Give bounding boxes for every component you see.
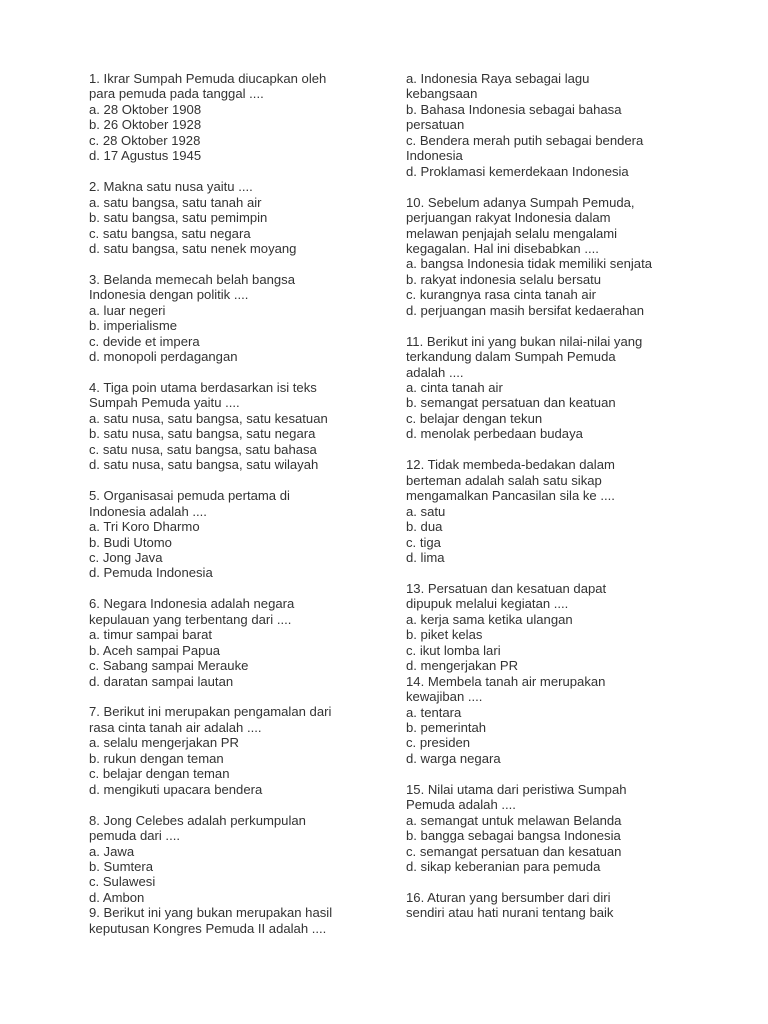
- text-line: berteman adalah salah satu sikap: [406, 472, 602, 488]
- option-line: a. satu: [406, 503, 446, 519]
- text-line: rasa cinta tanah air adalah ....: [89, 719, 262, 735]
- option-line: b. satu bangsa, satu pemimpin: [89, 210, 268, 226]
- blank-line: [406, 766, 706, 781]
- text-line: para pemuda pada tanggal ....: [89, 86, 264, 102]
- option-line: d. Proklamasi kemerdekaan Indonesia: [406, 163, 629, 179]
- option-line: a. Tri Koro Dharmo: [89, 519, 200, 535]
- question-line: 2. Makna satu nusa yaitu ....: [89, 179, 253, 195]
- option-line: a. Indonesia Raya sebagai lagu: [406, 71, 590, 86]
- option-line: c. Jong Java: [89, 549, 163, 565]
- option-line: d. Ambon: [89, 889, 145, 905]
- option-line: c. Bendera merah putih sebagai bendera: [406, 132, 644, 148]
- option-line: b. rakyat indonesia selalu bersatu: [406, 271, 602, 287]
- option-line: b. dua: [406, 519, 443, 535]
- option-line: a. selalu mengerjakan PR: [89, 735, 239, 751]
- text-line: keputusan Kongres Pemuda II adalah ....: [89, 920, 327, 936]
- option-line: d. daratan sampai lautan: [89, 673, 234, 689]
- option-line: a. tentara: [406, 704, 462, 720]
- left-column: [89, 71, 389, 936]
- option-line: c. Sabang sampai Merauke: [89, 658, 249, 674]
- option-line: d. perjuangan masih bersifat kedaerahan: [406, 302, 645, 318]
- blank-line: [406, 318, 706, 333]
- text-line: pemuda dari ....: [89, 828, 180, 844]
- option-line: c. presiden: [406, 735, 471, 751]
- question-line: 13. Persatuan dan kesatuan dapat: [406, 580, 607, 596]
- question-line: 1. Ikrar Sumpah Pemuda diucapkan oleh: [89, 71, 327, 86]
- question-line: 9. Berikut ini yang bukan merupakan hasil: [89, 905, 333, 921]
- text-line: Indonesia dengan politik ....: [89, 287, 249, 303]
- text-line: Pemuda adalah ....: [406, 797, 516, 813]
- option-line: b. pemerintah: [406, 719, 487, 735]
- option-line: d. menolak perbedaan budaya: [406, 426, 583, 442]
- text-line: persatuan: [406, 117, 465, 133]
- blank-line: [89, 689, 389, 704]
- right-column: [406, 71, 706, 921]
- option-line: b. Aceh sampai Papua: [89, 642, 221, 658]
- option-line: a. bangsa Indonesia tidak memiliki senjata: [406, 256, 653, 272]
- text-line: mengamalkan Pancasilan sila ke ....: [406, 488, 615, 504]
- text-line: melawan penjajah selalu mengalami: [406, 225, 618, 241]
- option-line: b. semangat persatuan dan keatuan: [406, 395, 616, 411]
- text-line: kebangsaan: [406, 86, 478, 102]
- option-line: b. piket kelas: [406, 627, 483, 643]
- text-line: perjuangan rakyat Indonesia dalam: [406, 210, 611, 226]
- text-line: terkandung dalam Sumpah Pemuda: [406, 349, 616, 365]
- text-line: adalah ....: [406, 364, 464, 380]
- option-line: a. satu bangsa, satu tanah air: [89, 194, 262, 210]
- blank-line: [89, 256, 389, 271]
- option-line: d. sikap keberanian para pemuda: [406, 859, 601, 875]
- option-line: b. 26 Oktober 1928: [89, 117, 202, 133]
- blank-line: [89, 365, 389, 380]
- text-line: sendiri atau hati nurani tentang baik: [406, 905, 614, 921]
- question-line: 16. Aturan yang bersumber dari diri: [406, 889, 611, 905]
- question-line: 7. Berikut ini merupakan pengamalan dari: [89, 704, 332, 720]
- question-line: 4. Tiga poin utama berdasarkan isi teks: [89, 380, 317, 396]
- option-line: c. satu bangsa, satu negara: [89, 225, 251, 241]
- text-line: Indonesia: [406, 148, 463, 164]
- option-line: a. cinta tanah air: [406, 380, 503, 396]
- option-line: a. luar negeri: [89, 302, 166, 318]
- question-line: 11. Berikut ini yang bukan nilai-nilai yang: [406, 333, 643, 349]
- text-line: kegagalan. Hal ini disebabkan ....: [406, 240, 599, 256]
- option-line: c. satu nusa, satu bangsa, satu bahasa: [89, 441, 317, 457]
- option-line: a. 28 Oktober 1908: [89, 101, 202, 117]
- option-line: a. timur sampai barat: [89, 627, 212, 643]
- blank-line: [89, 581, 389, 596]
- option-line: d. warga negara: [406, 750, 501, 766]
- question-line: 14. Membela tanah air merupakan: [406, 673, 606, 689]
- option-line: b. Budi Utomo: [89, 534, 172, 550]
- question-line: 5. Organisasai pemuda pertama di: [89, 488, 290, 504]
- option-line: b. Sumtera: [89, 859, 154, 874]
- text-line: kewajiban ....: [406, 689, 483, 705]
- option-line: a. satu nusa, satu bangsa, satu kesatuan: [89, 410, 328, 426]
- question-line: 10. Sebelum adanya Sumpah Pemuda,: [406, 194, 635, 210]
- option-line: a. Jawa: [89, 843, 135, 859]
- option-line: d. monopoli perdagangan: [89, 349, 238, 365]
- option-line: a. semangat untuk melawan Belanda: [406, 812, 622, 828]
- option-line: d. satu bangsa, satu nenek moyang: [89, 240, 297, 256]
- blank-line: [406, 442, 706, 457]
- blank-line: [89, 797, 389, 812]
- option-line: b. bangga sebagai bangsa Indonesia: [406, 828, 621, 844]
- option-line: d. 17 Agustus 1945: [89, 148, 202, 164]
- option-line: c. belajar dengan teman: [89, 766, 230, 782]
- option-line: d. mengikuti upacara bendera: [89, 781, 263, 797]
- text-line: Indonesia adalah ....: [89, 503, 207, 519]
- blank-line: [406, 179, 706, 194]
- question-line: 6. Negara Indonesia adalah negara: [89, 596, 295, 612]
- text-line: kepulauan yang terbentang dari ....: [89, 611, 292, 627]
- option-line: c. tiga: [406, 534, 441, 550]
- blank-line: [89, 473, 389, 488]
- blank-line: [89, 164, 389, 179]
- option-line: b. Bahasa Indonesia sebagai bahasa: [406, 101, 622, 117]
- blank-line: [406, 874, 706, 889]
- option-line: d. lima: [406, 550, 445, 565]
- option-line: c. devide et impera: [89, 333, 200, 349]
- option-line: c. 28 Oktober 1928: [89, 132, 201, 148]
- option-line: b. rukun dengan teman: [89, 750, 224, 766]
- question-line: 3. Belanda memecah belah bangsa: [89, 271, 296, 287]
- option-line: b. satu nusa, satu bangsa, satu negara: [89, 426, 316, 442]
- option-line: d. Pemuda Indonesia: [89, 565, 213, 581]
- question-line: 15. Nilai utama dari peristiwa Sumpah: [406, 781, 627, 797]
- option-line: d. satu nusa, satu bangsa, satu wilayah: [89, 457, 319, 473]
- option-line: c. belajar dengan tekun: [406, 410, 543, 426]
- option-line: c. kurangnya rasa cinta tanah air: [406, 287, 596, 303]
- option-line: c. semangat persatuan dan kesatuan: [406, 843, 622, 859]
- option-line: c. ikut lomba lari: [406, 642, 501, 658]
- option-line: c. Sulawesi: [89, 874, 156, 890]
- text-line: dipupuk melalui kegiatan ....: [406, 596, 569, 612]
- option-line: d. mengerjakan PR: [406, 658, 519, 674]
- text-line: Sumpah Pemuda yaitu ....: [89, 395, 240, 411]
- blank-line: [406, 565, 706, 580]
- question-line: 8. Jong Celebes adalah perkumpulan: [89, 812, 306, 828]
- question-line: 12. Tidak membeda-bedakan dalam: [406, 457, 615, 473]
- option-line: b. imperialisme: [89, 318, 178, 334]
- option-line: a. kerja sama ketika ulangan: [406, 611, 573, 627]
